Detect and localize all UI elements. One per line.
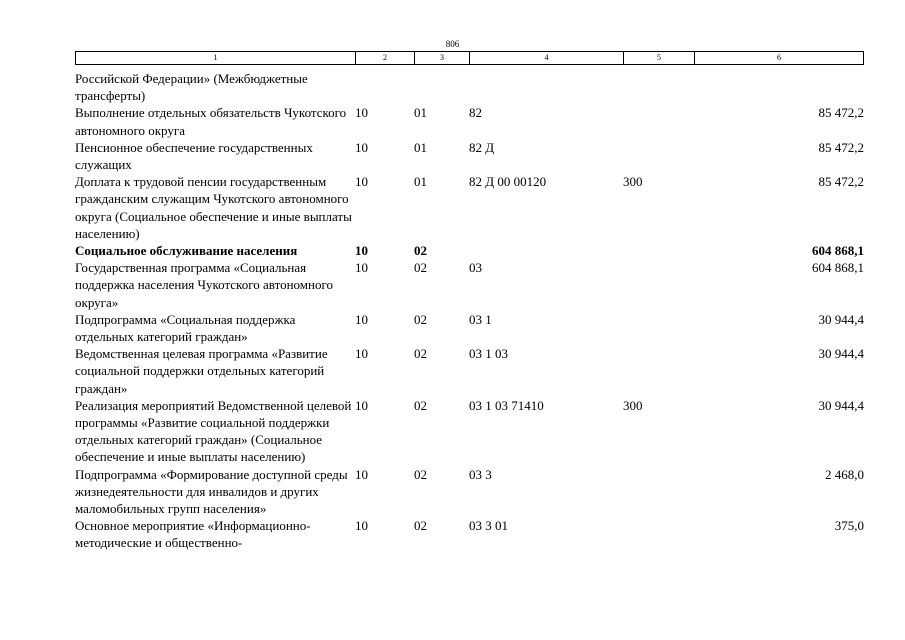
page-number: 806 (445, 39, 460, 49)
table-row (75, 104, 875, 138)
row-subsection-cell: 01 (414, 105, 427, 121)
table-row (75, 242, 875, 259)
row-name-cell: Реализация мероприятий Ведомственной целевой программы «Развитие социальной поддержки отдельных категорий граждан» (Социальное обеспечение и иные выплаты населению) (75, 397, 352, 465)
table-row (75, 259, 875, 311)
table-row (75, 70, 875, 104)
row-target-code-cell: 82 (469, 105, 482, 121)
row-amount-cell: 85 472,2 (818, 174, 864, 190)
row-target-code-cell: 03 1 03 71410 (469, 397, 544, 413)
row-amount-cell: 604 868,1 (812, 243, 864, 259)
row-subsection-cell: 02 (414, 311, 427, 327)
column-header-table (75, 51, 864, 65)
table-row (75, 173, 875, 242)
row-section-cell: 10 (355, 311, 368, 327)
row-section-cell: 10 (355, 466, 368, 482)
row-target-code-cell: 03 1 (469, 311, 492, 327)
row-amount-cell: 30 944,4 (818, 346, 864, 362)
column-header-4: 4 (470, 52, 624, 65)
row-amount-cell: 604 868,1 (812, 260, 864, 276)
row-subsection-cell: 02 (414, 518, 427, 534)
row-name-cell: Подпрограмма «Формирование доступной среды жизнедеятельности для инвалидов и других маломобильных групп населения» (75, 466, 348, 517)
column-header-5: 5 (624, 52, 695, 65)
column-header-6: 6 (695, 52, 864, 65)
row-section-cell: 10 (355, 243, 368, 259)
row-subsection-cell: 01 (414, 174, 427, 190)
row-section-cell: 10 (355, 174, 368, 190)
row-amount-cell: 30 944,4 (818, 397, 864, 413)
table-row (75, 139, 875, 173)
row-subsection-cell: 02 (414, 346, 427, 362)
row-amount-cell: 30 944,4 (818, 311, 864, 327)
column-header-3: 3 (415, 52, 470, 65)
row-section-cell: 10 (355, 105, 368, 121)
row-name-cell: Доплата к трудовой пенсии государственным гражданским служащим Чукотского автономного округа (Социальное обеспечение и иные выплаты населению) (75, 174, 352, 241)
row-amount-cell: 85 472,2 (818, 105, 864, 121)
row-section-cell: 10 (355, 518, 368, 534)
row-target-code-cell: 03 3 (469, 466, 492, 482)
table-row (75, 345, 875, 397)
row-target-code-cell: 03 1 03 (469, 346, 508, 362)
row-section-cell: 10 (355, 346, 368, 362)
row-target-code-cell: 82 Д 00 00120 (469, 174, 547, 190)
row-section-cell: 10 (355, 139, 368, 155)
row-amount-cell: 2 468,0 (825, 466, 864, 482)
column-header-2: 2 (356, 52, 415, 65)
row-name-cell: Государственная программа «Социальная поддержка населения Чукотского автономного округа» (75, 260, 333, 310)
row-name-cell: Пенсионное обеспечение государственных служащих (75, 139, 313, 173)
row-name-cell: Выполнение отдельных обязательств Чукотского автономного округа (75, 105, 347, 138)
row-subsection-cell: 01 (414, 139, 427, 155)
row-target-code-cell: 03 3 01 (469, 518, 508, 534)
row-name-cell: Подпрограмма «Социальная поддержка отдельных категорий граждан» (75, 311, 296, 345)
column-header-1: 1 (76, 52, 356, 65)
row-subsection-cell: 02 (414, 397, 427, 413)
row-expense-type-cell: 300 (623, 174, 643, 190)
row-name-cell: Российской Федерации» (Межбюджетные трансферты) (75, 71, 308, 104)
row-name-cell: Социальное обслуживание населения (75, 243, 298, 259)
table-row (75, 397, 875, 466)
row-subsection-cell: 02 (414, 466, 427, 482)
table-row (75, 311, 875, 345)
row-amount-cell: 85 472,2 (818, 139, 864, 155)
row-target-code-cell: 82 Д (469, 139, 495, 155)
row-name-cell: Основное мероприятие «Информационно-методические и общественно- (75, 518, 311, 551)
row-section-cell: 10 (355, 397, 368, 413)
table-row (75, 517, 875, 551)
row-subsection-cell: 02 (414, 260, 427, 276)
row-amount-cell: 375,0 (834, 518, 864, 534)
row-target-code-cell: 03 (469, 260, 482, 276)
row-subsection-cell: 02 (414, 243, 427, 259)
row-name-cell: Ведомственная целевая программа «Развитие социальной поддержки отдельных категорий граждан» (75, 346, 328, 396)
table-row (75, 466, 875, 518)
row-section-cell: 10 (355, 260, 368, 276)
row-expense-type-cell: 300 (623, 397, 643, 413)
budget-table-body (75, 70, 875, 552)
column-header-row (76, 52, 864, 65)
